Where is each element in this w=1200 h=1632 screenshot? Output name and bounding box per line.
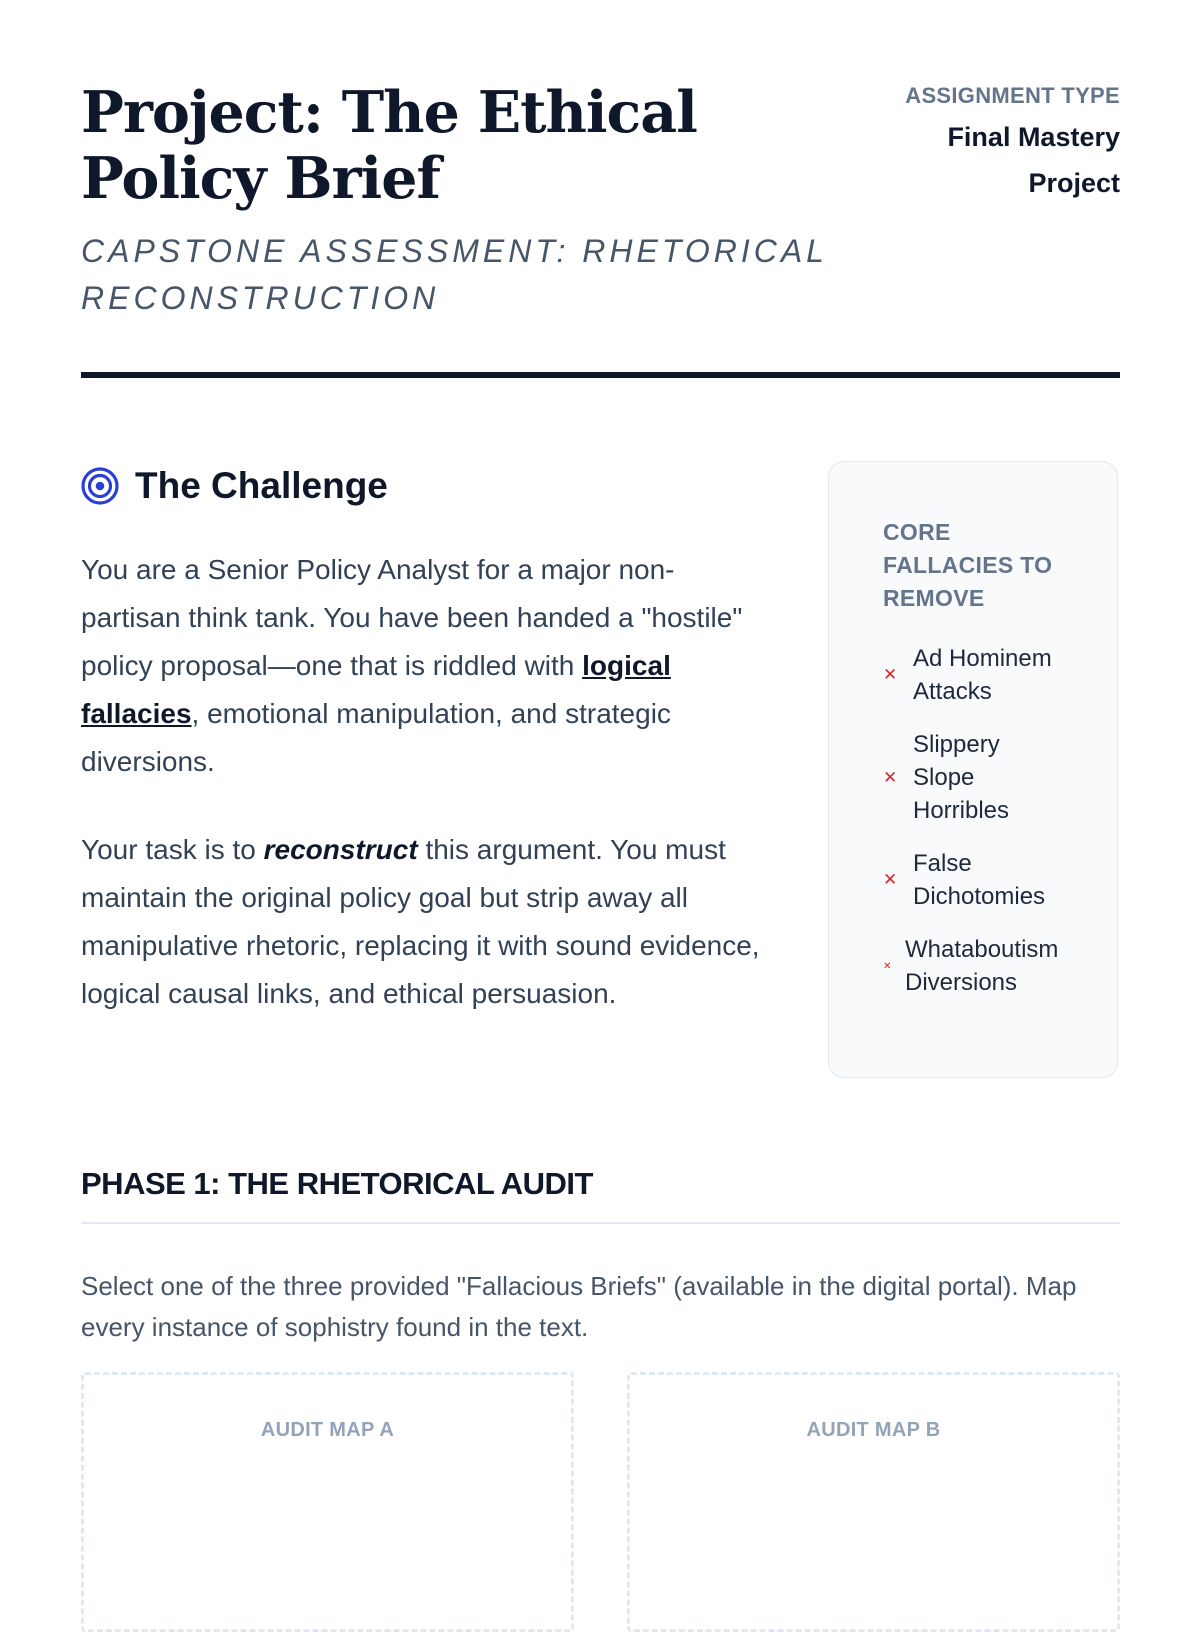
logical-fallacies-term: logical fallacies — [81, 650, 671, 729]
fallacies-card-title: CORE FALLACIES TO REMOVE — [883, 519, 1053, 611]
fallacies-card — [828, 461, 1118, 1078]
page-title: Project: The Ethical Policy Brief — [81, 79, 697, 212]
challenge-title: The Challenge — [135, 465, 388, 506]
fallacy-label: False Dichotomies — [913, 850, 1046, 910]
challenge-text: You are a Senior Policy Analyst for a major non-partisan think tank. You have been handed a "hostile" policy proposal—one that is riddled with — [81, 554, 743, 681]
audit-map-b-label: AUDIT MAP B — [806, 1419, 941, 1441]
list-item — [883, 642, 1103, 708]
challenge-paragraph-1 — [81, 546, 761, 786]
challenge-paragraph-2 — [81, 826, 761, 1018]
reconstruct-emphasis: reconstruct — [263, 834, 418, 865]
challenge-text: this argument. You must maintain the original policy goal but strip away all manipulative rhetoric, replacing it with sound evidence, logical causal links, and ethical persuasion. — [81, 834, 760, 1009]
document-header — [81, 0, 1120, 382]
header-divider — [81, 372, 1120, 378]
fallacies-list — [883, 642, 1103, 1019]
challenge-text: Your task is to — [81, 834, 264, 865]
audit-map-b[interactable] — [627, 1372, 1120, 1632]
fallacy-label: Whataboutism Diversions — [905, 936, 1059, 996]
challenge-heading — [81, 460, 761, 512]
challenge-section — [81, 460, 761, 1018]
audit-map-a[interactable] — [81, 1372, 574, 1632]
phase-1-title: PHASE 1: THE RHETORICAL AUDIT — [81, 1166, 593, 1201]
assignment-type — [860, 80, 1120, 206]
document-page — [81, 0, 1120, 1441]
audit-map-a-label: AUDIT MAP A — [260, 1419, 395, 1441]
target-icon — [81, 467, 119, 505]
close-icon: ✕ — [883, 870, 898, 890]
fallacy-label: Slippery Slope Horribles — [913, 731, 1010, 824]
phase-1-divider — [81, 1222, 1120, 1224]
phase-1-description: Select one of the three provided "Fallacious Briefs" (available in the digital portal). Map every instance of sophistry found in the text. — [81, 1271, 1077, 1342]
list-item — [883, 847, 1103, 913]
list-item — [883, 933, 1103, 999]
challenge-text: , emotional manipulation, and strategic diversions. — [81, 698, 671, 777]
assignment-type-label: ASSIGNMENT TYPE — [905, 83, 1120, 108]
fallacy-label: Ad Hominem Attacks — [913, 645, 1052, 705]
page-subtitle: CAPSTONE ASSESSMENT: RHETORICAL RECONSTRUCTION — [81, 233, 828, 316]
close-icon: ✕ — [883, 665, 898, 685]
list-item — [883, 728, 1103, 827]
close-icon: ✕ — [883, 960, 892, 972]
close-icon: ✕ — [883, 767, 898, 788]
assignment-type-value: Final Mastery Project — [947, 122, 1120, 198]
